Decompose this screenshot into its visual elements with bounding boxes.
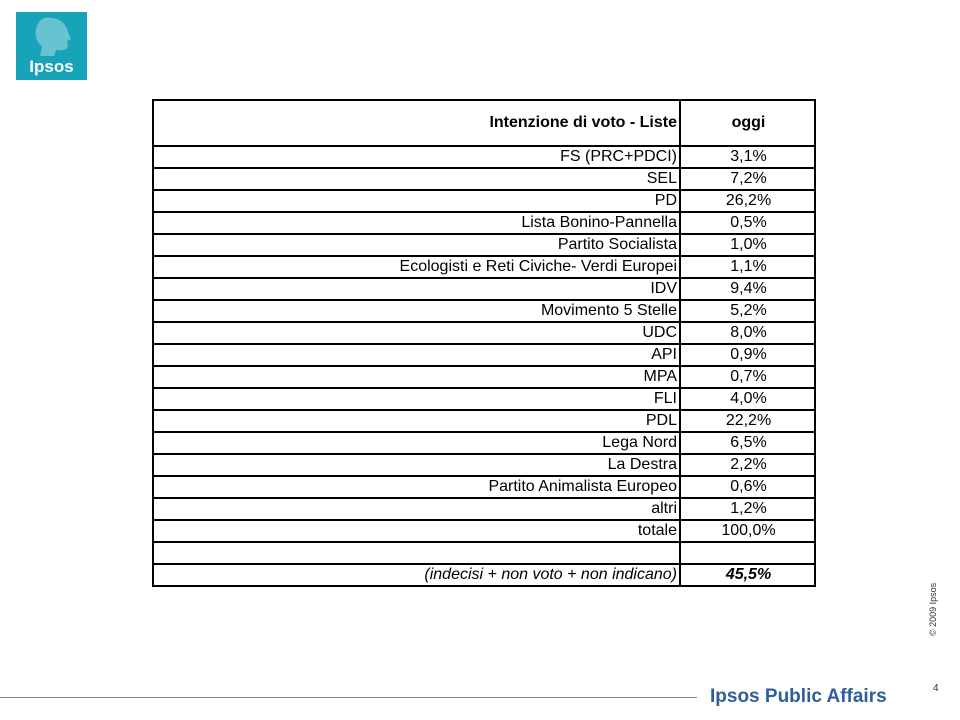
vote-share-value: 0,6% bbox=[680, 476, 815, 498]
vote-share-value: 0,9% bbox=[680, 344, 815, 366]
vote-share-value: 7,2% bbox=[680, 168, 815, 190]
party-label: Lega Nord bbox=[153, 432, 680, 454]
vote-share-value: 0,5% bbox=[680, 212, 815, 234]
table-row bbox=[153, 454, 815, 476]
vote-intention-table bbox=[152, 99, 816, 587]
party-label: (indecisi + non voto + non indicano) bbox=[153, 564, 680, 586]
table-row bbox=[153, 146, 815, 168]
party-label: altri bbox=[153, 498, 680, 520]
party-label: API bbox=[153, 344, 680, 366]
vote-share-value: 22,2% bbox=[680, 410, 815, 432]
table-row bbox=[153, 520, 815, 542]
table-row bbox=[153, 256, 815, 278]
party-label: PDL bbox=[153, 410, 680, 432]
copyright-notice: © 2009 Ipsos bbox=[928, 582, 938, 636]
party-label bbox=[153, 542, 680, 564]
table-row bbox=[153, 366, 815, 388]
blank-row bbox=[153, 542, 815, 564]
vote-share-value bbox=[680, 542, 815, 564]
footer-divider bbox=[0, 697, 697, 698]
party-label: Ecologisti e Reti Civiche- Verdi Europei bbox=[153, 256, 680, 278]
party-label: FLI bbox=[153, 388, 680, 410]
party-label: UDC bbox=[153, 322, 680, 344]
header-label: Intenzione di voto - Liste bbox=[153, 100, 680, 146]
table-header-row bbox=[153, 100, 815, 146]
footer-brand: Ipsos Public Affairs bbox=[710, 686, 887, 707]
party-label: SEL bbox=[153, 168, 680, 190]
vote-share-value: 6,5% bbox=[680, 432, 815, 454]
table-row bbox=[153, 476, 815, 498]
party-label: totale bbox=[153, 520, 680, 542]
party-label: La Destra bbox=[153, 454, 680, 476]
table-row bbox=[153, 498, 815, 520]
vote-share-value: 45,5% bbox=[680, 564, 815, 586]
vote-share-value: 4,0% bbox=[680, 388, 815, 410]
table-row bbox=[153, 388, 815, 410]
page-number: 4 bbox=[933, 683, 939, 694]
party-label: IDV bbox=[153, 278, 680, 300]
undecided-row bbox=[153, 564, 815, 586]
table-row bbox=[153, 432, 815, 454]
party-label: Movimento 5 Stelle bbox=[153, 300, 680, 322]
vote-share-value: 100,0% bbox=[680, 520, 815, 542]
table-row bbox=[153, 234, 815, 256]
party-label: FS (PRC+PDCI) bbox=[153, 146, 680, 168]
header-value: oggi bbox=[680, 100, 815, 146]
table-row bbox=[153, 212, 815, 234]
vote-share-value: 1,2% bbox=[680, 498, 815, 520]
vote-share-value: 26,2% bbox=[680, 190, 815, 212]
party-label: Lista Bonino-Pannella bbox=[153, 212, 680, 234]
vote-share-value: 5,2% bbox=[680, 300, 815, 322]
table-row bbox=[153, 300, 815, 322]
party-label: Partito Animalista Europeo bbox=[153, 476, 680, 498]
table-row bbox=[153, 410, 815, 432]
party-label: Partito Socialista bbox=[153, 234, 680, 256]
table-row bbox=[153, 168, 815, 190]
table-row bbox=[153, 322, 815, 344]
ipsos-logo bbox=[16, 12, 87, 80]
table-row bbox=[153, 344, 815, 366]
vote-share-value: 3,1% bbox=[680, 146, 815, 168]
vote-share-value: 0,7% bbox=[680, 366, 815, 388]
vote-share-value: 1,1% bbox=[680, 256, 815, 278]
vote-share-value: 1,0% bbox=[680, 234, 815, 256]
vote-share-value: 2,2% bbox=[680, 454, 815, 476]
vote-share-value: 9,4% bbox=[680, 278, 815, 300]
logo-wordmark: Ipsos bbox=[29, 57, 74, 76]
table-row bbox=[153, 190, 815, 212]
party-label: MPA bbox=[153, 366, 680, 388]
party-label: PD bbox=[153, 190, 680, 212]
table-row bbox=[153, 278, 815, 300]
vote-share-value: 8,0% bbox=[680, 322, 815, 344]
